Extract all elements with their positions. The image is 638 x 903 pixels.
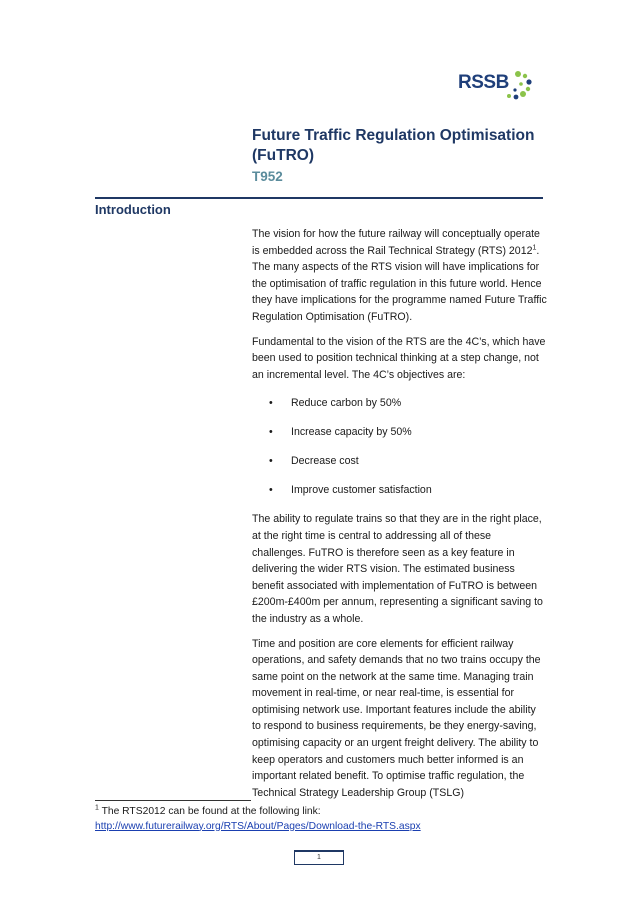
logo-dots-icon [458, 62, 536, 106]
project-code: T952 [252, 169, 283, 184]
bullet-icon: • [269, 426, 273, 439]
title-line-1: Future Traffic Regulation Optimisation [252, 127, 535, 144]
logo-text: RSSB [458, 72, 509, 93]
list-item: • Increase capacity by 50% [252, 424, 547, 441]
body-text [252, 226, 547, 809]
bullet-icon: • [269, 397, 273, 410]
list-item: • Reduce carbon by 50% [252, 395, 547, 412]
heading-divider [95, 197, 543, 199]
paragraph-3: The ability to regulate trains so that they are in the right place, at the right time is central to addressing all of these challenges. FuTRO is therefore seen as a key feature in delivering the wider RTS vision. The estimated business benefit associated with implementation of FuTRO is between £200m-£400m per annum, representing a significant saving to the industry as a whole. [252, 513, 543, 625]
document-title [252, 126, 552, 166]
page-number: 1 [294, 850, 344, 865]
paragraph-1: The vision for how the future railway will conceptually operate is embedded across the Rail Technical Strategy (RTS) 2012$^1$. The many aspects of the RTS vision will have implications for the optimisation of traffic regulation in this future world. Hence they have implications for the programme named Future Traffic Regulation Optimisation (FuTRO). [252, 228, 547, 323]
list-item: • Improve customer satisfaction [252, 482, 547, 499]
objectives-list [252, 395, 547, 499]
paragraph-2: Fundamental to the vision of the RTS are the 4C’s, which have been used to position technical thinking at a step change, not an incremental level. The 4C’s objectives are: [252, 335, 546, 381]
list-item: • Decrease cost [252, 453, 547, 470]
section-heading: Introduction [95, 202, 171, 217]
footnote-text: The RTS2012 can be found at the following link: [98, 806, 321, 817]
rssb-logo [458, 62, 536, 106]
footnote-marker: 1 [95, 804, 99, 812]
paragraph-4: Time and position are core elements for efficient railway operations, and safety demands that no two trains occupy the same point on the network at the same time. Managing train movement in real-time, or near real-time, is essential for optimising network use. Important features include the ability to respond to business requirements, be they energy-saving, optimising capacity or an urgent freight delivery. The ability to keep operators and customers much better informed is an important related benefit. To optimise traffic regulation, the Technical Strategy Leadership Group (TSLG) [252, 637, 541, 799]
footnote-ref[interactable]: 1 [532, 244, 537, 252]
footnote [95, 805, 515, 834]
title-line-2: (FuTRO) [252, 147, 314, 164]
bullet-icon: • [269, 484, 273, 497]
rts-download-link[interactable]: http://www.futurerailway.org/RTS/About/Pages/Download-the-RTS.aspx [95, 820, 421, 832]
footnote-divider [95, 800, 251, 801]
bullet-icon: • [269, 455, 273, 468]
